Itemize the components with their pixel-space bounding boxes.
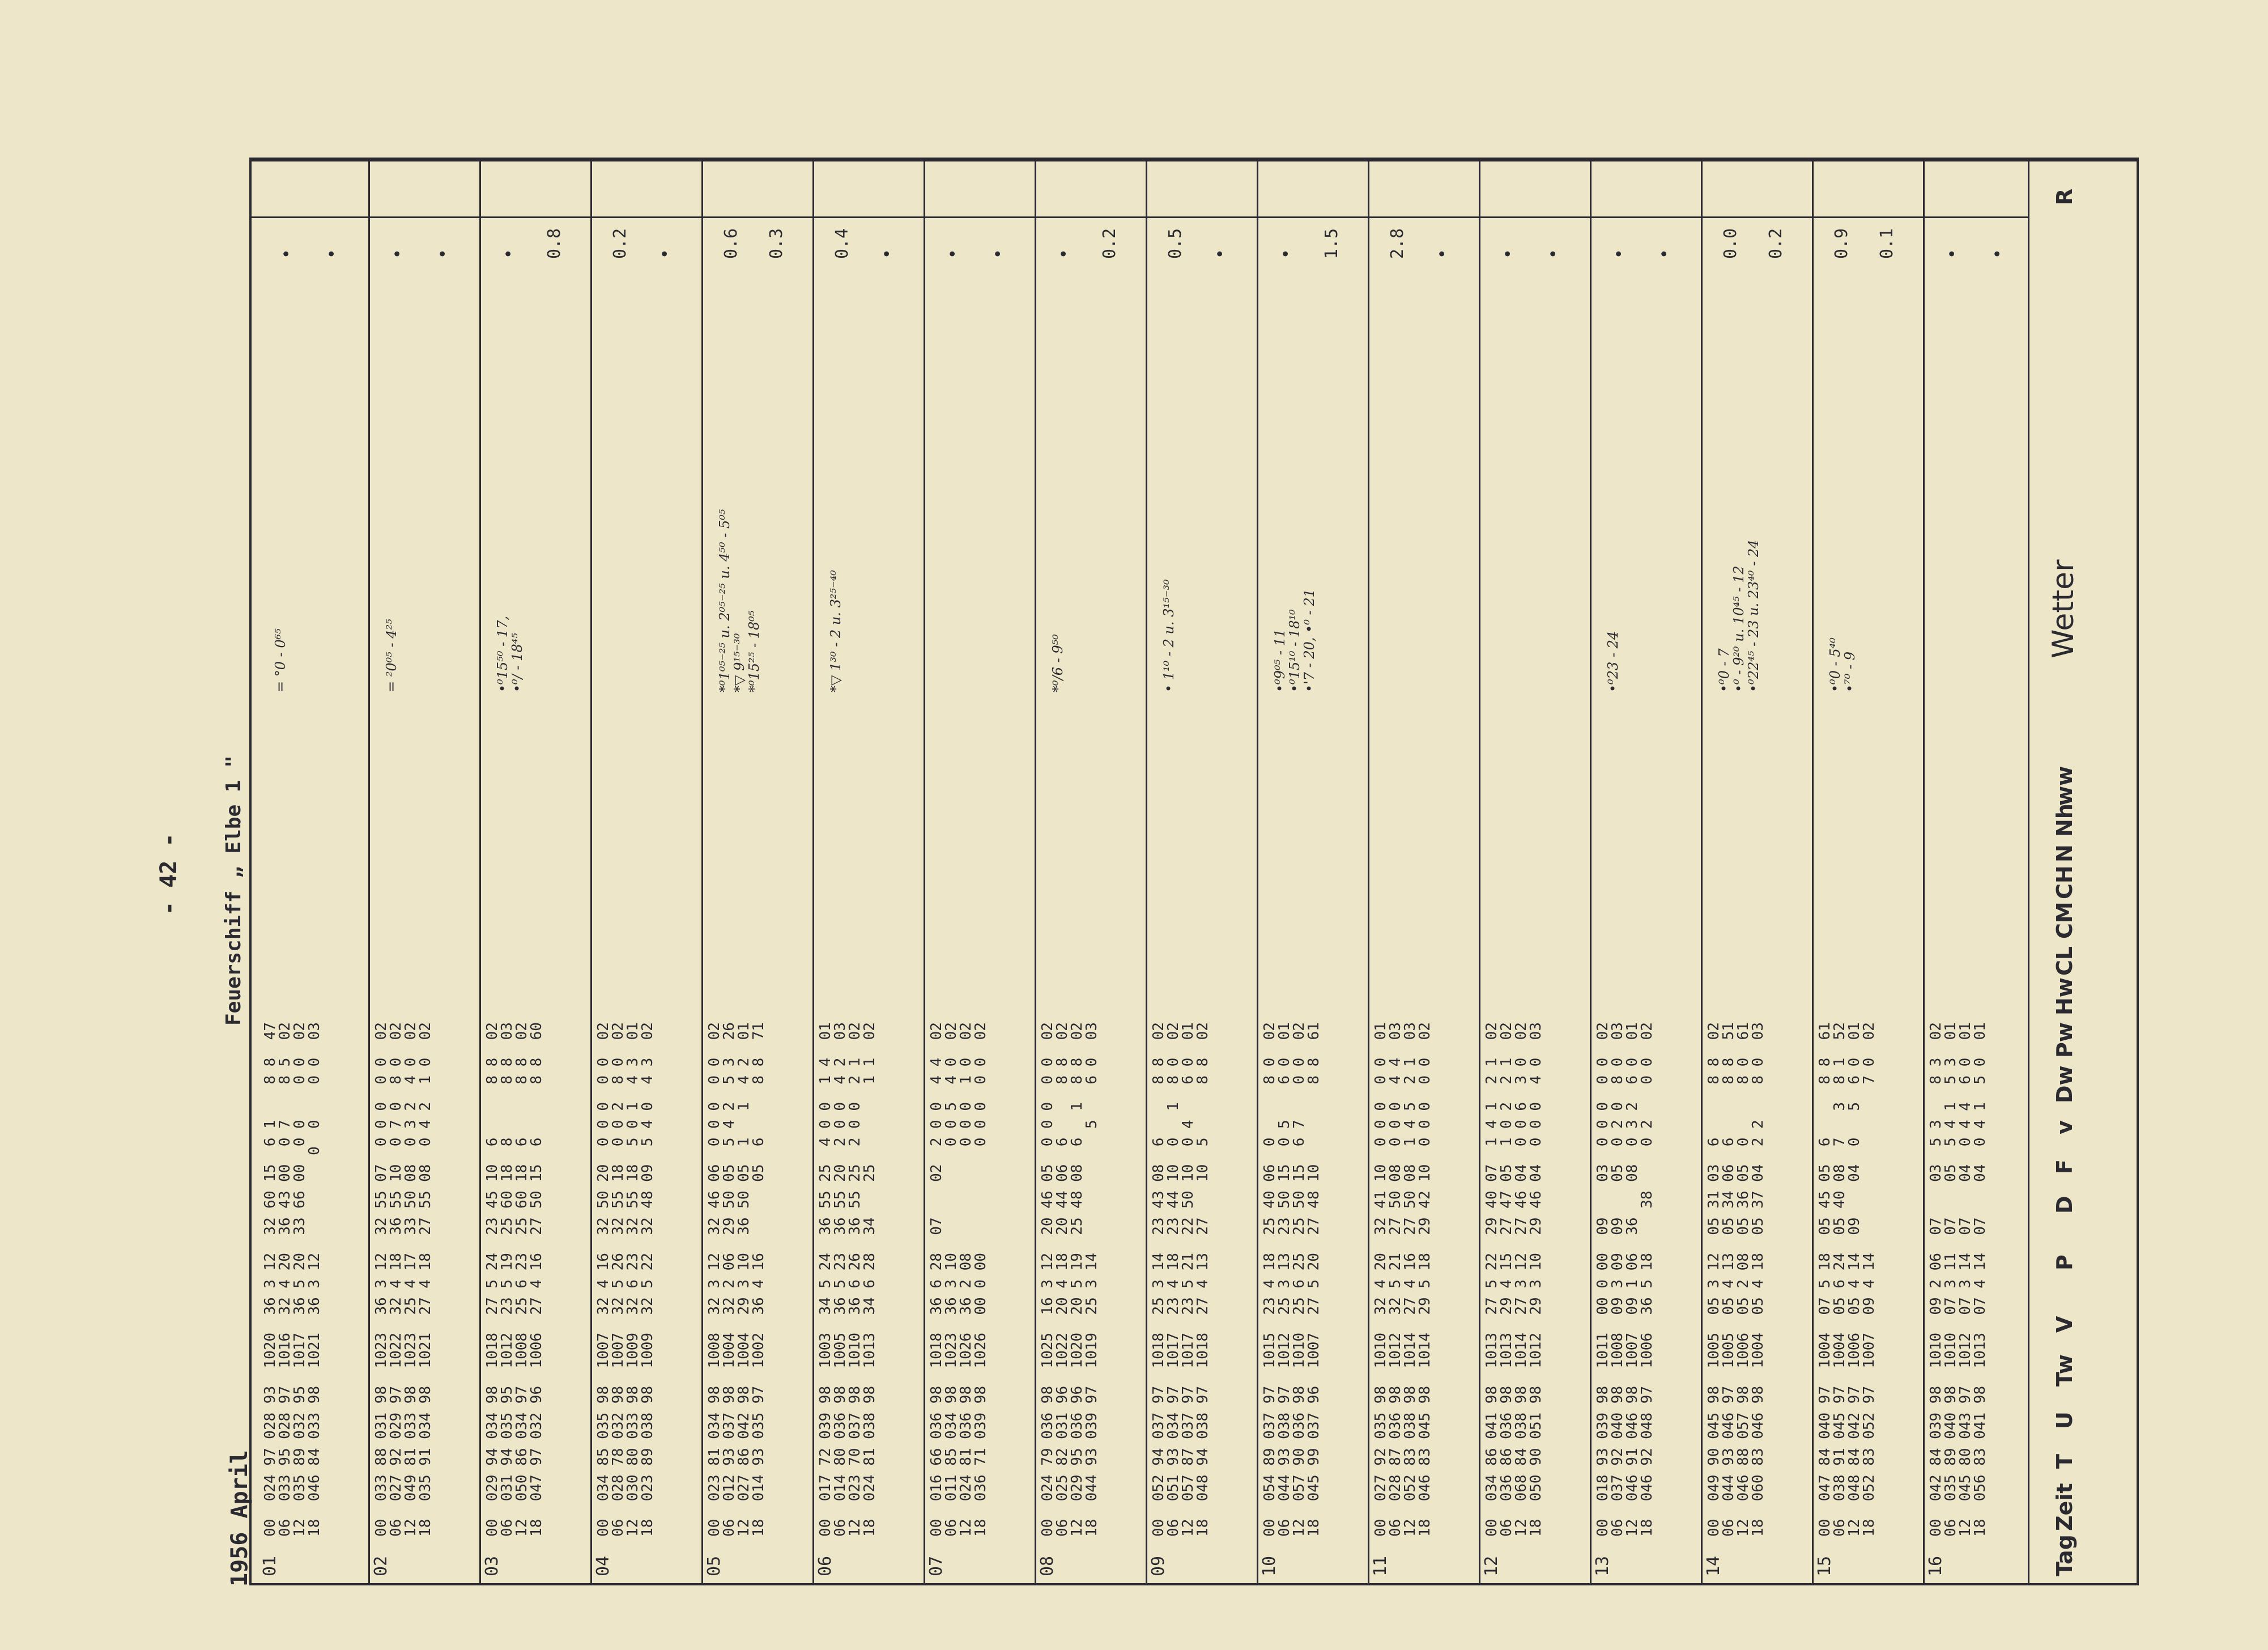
col-f: F xyxy=(2052,1159,2077,1174)
day-number: 04 xyxy=(593,1555,613,1576)
day-number: 13 xyxy=(1593,1555,1612,1576)
table-row: 18 052 83 052 97 1007 09 4 14 7 0 02 xyxy=(1861,1022,1878,1537)
precipitation-value: • xyxy=(1433,248,1453,259)
table-row: 00 054 89 037 97 1015 23 4 18 25 40 06 0 8 0 02 xyxy=(1261,1022,1278,1537)
day-number: 03 xyxy=(482,1555,502,1576)
col-dw: Dw xyxy=(2052,1065,2077,1103)
table-row: 00 024 79 036 98 1025 16 3 12 20 46 05 0 0 0 0 0 02 xyxy=(1039,1022,1056,1537)
table-row: 00 027 92 035 98 1010 32 4 20 32 41 10 0 0 0 0 0 01 xyxy=(1372,1022,1389,1537)
table-row: 06 027 92 029 97 1022 32 4 18 36 55 10 0 7 0 8 0 02 xyxy=(388,1022,405,1537)
weather-remark: • 1¹⁰ - 2 u. 3¹⁵⁻³⁰ xyxy=(1161,579,1177,692)
table-row: 00 034 85 035 98 1007 32 4 16 32 50 20 0 0 0 0 0 02 xyxy=(595,1022,612,1537)
precipitation-value: • xyxy=(322,248,342,259)
table-row: 12 057 87 037 97 1017 23 5 21 22 50 10 0 4 6 0 01 xyxy=(1180,1022,1197,1537)
table-row: 12 046 88 057 98 1006 05 2 08 05 36 05 0 8 0 61 xyxy=(1735,1022,1752,1537)
weather-remark: = °0 - 0⁶⁵ xyxy=(273,628,288,692)
table-row: 00 024 97 028 93 1020 36 3 12 32 60 15 6 1 8 8 47 xyxy=(262,1022,279,1537)
col-cm: CM xyxy=(2052,901,2077,939)
day-divider xyxy=(701,160,703,1583)
table-row: 18 046 83 045 98 1014 29 5 18 29 42 10 0 0 0 0 0 02 xyxy=(1416,1022,1433,1537)
table-row: 12 052 83 038 98 1014 27 4 16 27 50 08 1 4 5 2 1 03 xyxy=(1402,1022,1419,1537)
precipitation-value: • xyxy=(433,248,453,259)
col-tw: Tw xyxy=(2052,1354,2077,1387)
col-v-small: v xyxy=(2052,1120,2077,1134)
table-row: 00 018 93 039 98 1011 00 0 00 09 03 0 0 0 0 0 02 xyxy=(1594,1022,1611,1537)
col-ww: ww xyxy=(2052,766,2077,806)
day-divider xyxy=(1368,160,1369,1583)
precipitation-value: 0.9 xyxy=(1832,228,1852,259)
precipitation-value: 0.3 xyxy=(767,228,786,259)
precipitation-value: • xyxy=(1943,248,1963,259)
table-row: 06 033 95 028 97 1016 32 4 20 36 43 00 0 7 8 5 02 xyxy=(276,1022,293,1537)
table-row: 18 014 93 035 97 1002 36 4 16 05 6 8 8 71 xyxy=(750,1022,767,1537)
table-row: 12 048 84 042 97 1006 05 4 14 09 04 0 5 6 0 01 xyxy=(1846,1022,1863,1537)
table-row: 00 033 88 031 98 1023 36 3 12 32 55 07 0 0 0 0 0 02 xyxy=(373,1022,390,1537)
precipitation-value: 0.6 xyxy=(721,228,741,259)
precipitation-value: 0.8 xyxy=(544,228,564,259)
precipitation-value: 0.1 xyxy=(1877,228,1897,259)
precipitation-value: • xyxy=(1211,248,1231,259)
table-row: 06 051 93 034 97 1017 23 4 18 23 44 10 0 1 8 0 02 xyxy=(1165,1022,1182,1537)
precipitation-value: • xyxy=(499,248,519,259)
precipitation-value: • xyxy=(388,248,408,259)
precipitation-value: 2.8 xyxy=(1388,228,1407,259)
table-row: 18 048 94 038 97 1018 27 4 13 27 10 5 8 8 02 xyxy=(1194,1022,1211,1537)
precipitation-value: • xyxy=(1610,248,1629,259)
table-row: 00 017 72 039 98 1003 34 5 24 36 55 25 4 0 0 1 4 01 xyxy=(817,1022,834,1537)
weather-remark: *⁰/6 - 9⁵⁰ xyxy=(1050,634,1066,692)
day-number: 01 xyxy=(260,1555,280,1576)
table-row: 12 023 70 037 98 1010 36 6 26 36 55 25 2 0 0 2 1 02 xyxy=(846,1022,863,1537)
table-row: 06 028 87 036 98 1012 32 5 21 27 50 08 0 0 0 4 4 03 xyxy=(1387,1022,1404,1537)
table-row: 12 057 90 036 98 1010 25 6 25 25 50 15 6 7 0 0 02 xyxy=(1291,1022,1308,1537)
precipitation-value: 0.2 xyxy=(1100,228,1120,259)
day-number: 09 xyxy=(1148,1555,1168,1576)
table-row: 12 035 89 032 95 1017 36 5 20 33 66 00 0 0 0 0 02 xyxy=(291,1022,308,1537)
weather-remark: •⁰0 - 7 •⁰ - 9²⁰ u. 10⁴⁵ - 12 •⁰22⁴⁵ - 23 u. 23⁴⁰ - 24 xyxy=(1716,539,1761,692)
table-row: 06 035 89 040 98 1010 07 3 11 07 05 5 4 1 5 3 01 xyxy=(1942,1022,1959,1537)
col-d: D xyxy=(2052,1196,2077,1214)
col-r: R xyxy=(2052,188,2077,205)
day-divider xyxy=(590,160,592,1583)
day-divider xyxy=(1590,160,1592,1583)
precipitation-value: • xyxy=(277,248,297,259)
col-cl: CL xyxy=(2052,946,2077,976)
precipitation-value: 0.5 xyxy=(1165,228,1185,259)
table-row: 18 044 93 039 97 1019 25 3 14 5 6 0 03 xyxy=(1083,1022,1100,1537)
precipitation-value: • xyxy=(1276,248,1296,259)
precipitation-value: • xyxy=(943,248,963,259)
precipitation-value: 0.2 xyxy=(1766,228,1786,259)
weather-remark: = ²0⁰⁵ - 4²⁵ xyxy=(384,619,399,692)
precipitation-value: • xyxy=(1054,248,1074,259)
col-n: N xyxy=(2052,844,2077,862)
table-row: 12 068 84 038 98 1014 27 3 12 27 46 04 0 0 6 3 0 02 xyxy=(1513,1022,1530,1537)
weather-table xyxy=(249,158,2139,1585)
ship-title: Feuerschiff „ Elbe 1 " xyxy=(222,755,245,1026)
day-divider xyxy=(1923,160,1925,1583)
table-row: 00 042 84 039 98 1010 09 2 06 07 03 5 3 8 3 02 xyxy=(1927,1022,1944,1537)
table-row: 06 044 93 038 97 1012 25 3 13 23 50 15 0 5 6 0 01 xyxy=(1276,1022,1293,1537)
table-row: 18 046 84 033 98 1021 36 3 12 0 0 0 0 03 xyxy=(306,1022,323,1537)
table-row: 18 056 83 041 98 1013 07 4 14 07 04 0 4 1 5 0 01 xyxy=(1972,1022,1989,1537)
precipitation-value: 0.0 xyxy=(1721,228,1741,259)
weather-remark: *⁰1⁰⁵⁻²⁵ u. 2⁰⁵⁻²⁵ u. 4⁵⁰ - 5⁰⁵ *▽ 9¹⁵⁻³⁰ *⁰15²⁵ - 18⁰⁵ xyxy=(717,509,762,692)
weather-remark: •⁰15⁵⁰ - 17, •⁰/ - 18⁴⁵ xyxy=(495,615,525,692)
table-row: 12 050 86 034 97 1008 25 6 23 25 60 18 6 8 8 02 xyxy=(513,1022,530,1537)
col-u: U xyxy=(2052,1411,2077,1429)
table-row: 18 024 81 038 98 1013 34 6 28 34 25 1 1 02 xyxy=(861,1022,878,1537)
col-hw: Hw xyxy=(2052,977,2077,1015)
day-number: 15 xyxy=(1815,1555,1835,1576)
table-row: 00 029 94 034 98 1018 27 5 24 23 45 10 6 8 8 02 xyxy=(484,1022,501,1537)
table-row: 18 023 89 038 98 1009 32 5 22 32 48 09 5 4 0 4 3 02 xyxy=(639,1022,656,1537)
table-row: 12 046 91 046 98 1007 09 1 06 36 08 0 3 2 6 0 01 xyxy=(1624,1022,1641,1537)
table-row: 12 029 95 036 96 1020 20 5 19 25 48 08 6 1 8 8 02 xyxy=(1069,1022,1086,1537)
table-row: 12 030 80 033 98 1009 32 6 23 32 55 18 5 0 1 4 3 01 xyxy=(624,1022,641,1537)
table-row: 12 024 81 036 98 1026 36 2 08 0 0 0 1 0 02 xyxy=(958,1022,975,1537)
precipitation-value: 1.5 xyxy=(1322,228,1342,259)
table-row: 18 050 90 051 98 1012 29 3 10 29 46 04 0 0 0 4 0 03 xyxy=(1527,1022,1544,1537)
col-wetter: Wetter xyxy=(2046,559,2080,658)
day-number: 16 xyxy=(1926,1555,1946,1576)
day-number: 12 xyxy=(1482,1555,1501,1576)
table-row: 06 014 80 036 98 1005 36 5 23 36 55 20 2 0 0 4 2 03 xyxy=(832,1022,849,1537)
col-p: P xyxy=(2052,1254,2077,1270)
table-row: 06 028 78 032 98 1007 32 5 26 32 55 18 0 0 2 8 0 02 xyxy=(610,1022,627,1537)
day-divider xyxy=(812,160,814,1583)
page-number: - 42 - xyxy=(156,833,182,915)
table-row: 00 052 94 037 97 1018 25 3 14 23 43 08 6 8 8 02 xyxy=(1150,1022,1167,1537)
table-row: 00 047 84 040 97 1004 07 5 18 05 45 05 6 8 8 61 xyxy=(1816,1022,1833,1537)
day-number: 14 xyxy=(1704,1555,1724,1576)
table-row: 00 049 90 045 98 1005 05 3 12 05 31 03 6 8 8 02 xyxy=(1705,1022,1722,1537)
day-number: 10 xyxy=(1259,1555,1279,1576)
day-divider xyxy=(368,160,370,1583)
table-row: 12 049 81 033 98 1023 25 4 17 33 50 08 0 3 2 4 0 02 xyxy=(402,1022,419,1537)
table-row: 06 044 93 046 97 1005 05 4 13 05 34 06 6 8 8 51 xyxy=(1720,1022,1737,1537)
table-row: 06 011 85 034 98 1023 36 3 10 0 0 5 4 0 02 xyxy=(943,1022,960,1537)
table-row: 06 031 94 035 95 1012 23 5 19 25 60 18 8 8 8 03 xyxy=(499,1022,516,1537)
day-number: 02 xyxy=(371,1555,391,1576)
year-month: 1956 April xyxy=(227,1450,253,1587)
day-number: 06 xyxy=(815,1555,835,1576)
table-row: 06 037 92 040 98 1008 09 3 09 09 05 0 2 0 8 0 03 xyxy=(1609,1022,1626,1537)
day-divider xyxy=(1701,160,1703,1583)
col-ch: CH xyxy=(2052,865,2077,899)
table-row: 12 027 86 042 98 1004 29 3 10 36 50 05 1 1 4 2 01 xyxy=(735,1022,752,1537)
weather-remark: •⁰0 - 5⁴⁰ •⁷⁰ - 9 xyxy=(1827,637,1858,692)
weather-remark: *▽ 1³⁰ - 2 u. 3²⁵⁻⁴⁰ xyxy=(828,570,844,692)
table-row: 00 016 66 036 98 1018 36 6 28 07 02 2 0 0 4 4 02 xyxy=(928,1022,945,1537)
day-divider xyxy=(1257,160,1258,1583)
day-divider xyxy=(479,160,481,1583)
table-border-top xyxy=(252,160,2137,161)
precipitation-value: • xyxy=(1988,248,2008,259)
precipitation-value: 0.4 xyxy=(832,228,852,259)
precipitation-value: • xyxy=(878,248,897,259)
precipitation-value: • xyxy=(656,248,675,259)
table-row: 18 036 71 039 98 1026 00 0 00 0 0 0 0 0 02 xyxy=(972,1022,989,1537)
table-row: 18 046 92 048 97 1006 36 5 18 38 0 2 0 0 02 xyxy=(1639,1022,1656,1537)
table-row: 18 045 99 037 96 1007 27 5 20 27 48 10 8 8 61 xyxy=(1305,1022,1322,1537)
col-nh: Nh xyxy=(2052,803,2077,837)
col-zeit: Zeit xyxy=(2052,1483,2077,1531)
table-row: 12 045 80 043 97 1012 07 3 14 07 04 0 4 4 6 0 01 xyxy=(1957,1022,1974,1537)
header-divider xyxy=(2028,160,2029,1583)
day-number: 11 xyxy=(1371,1555,1390,1576)
precipitation-value: • xyxy=(1499,248,1518,259)
table-row: 06 025 82 031 96 1022 20 4 18 20 44 06 6 8 8 02 xyxy=(1054,1022,1071,1537)
table-row: 00 034 86 041 98 1013 27 5 22 29 40 07 1 4 1 2 1 02 xyxy=(1483,1022,1500,1537)
r-column-top-divider xyxy=(252,216,2028,218)
weather-remark: •⁰9⁰⁵ - 11 •⁰15¹⁰ - 18¹⁰ •'7 - 20, •⁰ - 21 xyxy=(1272,589,1317,692)
table-row: 06 036 86 036 98 1013 29 4 15 27 47 05 1 0 2 2 1 02 xyxy=(1498,1022,1515,1537)
precipitation-value: • xyxy=(1544,248,1564,259)
weather-remark: •⁰23 - 24 xyxy=(1605,631,1621,692)
day-divider xyxy=(1812,160,1814,1583)
day-number: 07 xyxy=(926,1555,946,1576)
table-row: 18 060 83 046 98 1004 05 4 18 05 37 04 2 2 8 0 03 xyxy=(1750,1022,1767,1537)
col-t: T xyxy=(2052,1454,2077,1469)
day-divider xyxy=(1146,160,1147,1583)
day-divider xyxy=(924,160,925,1583)
col-pw: Pw xyxy=(2052,1022,2077,1058)
table-row: 06 012 93 037 98 1004 32 2 06 29 50 05 5 4 2 5 3 26 xyxy=(721,1022,738,1537)
table-row: 18 035 91 034 98 1021 27 4 18 27 55 08 0 4 2 1 0 02 xyxy=(417,1022,434,1537)
day-number: 05 xyxy=(704,1555,724,1576)
day-number: 08 xyxy=(1037,1555,1057,1576)
col-v: V xyxy=(2052,1316,2077,1333)
table-row: 00 023 81 034 98 1008 32 3 12 32 46 06 0 0 0 0 0 02 xyxy=(706,1022,723,1537)
precipitation-value: • xyxy=(1655,248,1675,259)
precipitation-value: 0.2 xyxy=(610,228,630,259)
precipitation-value: • xyxy=(989,248,1009,259)
table-row: 06 038 91 045 97 1004 05 6 24 05 40 08 7 3 8 1 52 xyxy=(1831,1022,1848,1537)
col-tag: Tag xyxy=(2052,1534,2077,1576)
day-divider xyxy=(1035,160,1036,1583)
table-row: 18 047 97 032 96 1006 27 4 16 27 50 15 6 8 8 60 xyxy=(528,1022,545,1537)
day-divider xyxy=(1479,160,1480,1583)
